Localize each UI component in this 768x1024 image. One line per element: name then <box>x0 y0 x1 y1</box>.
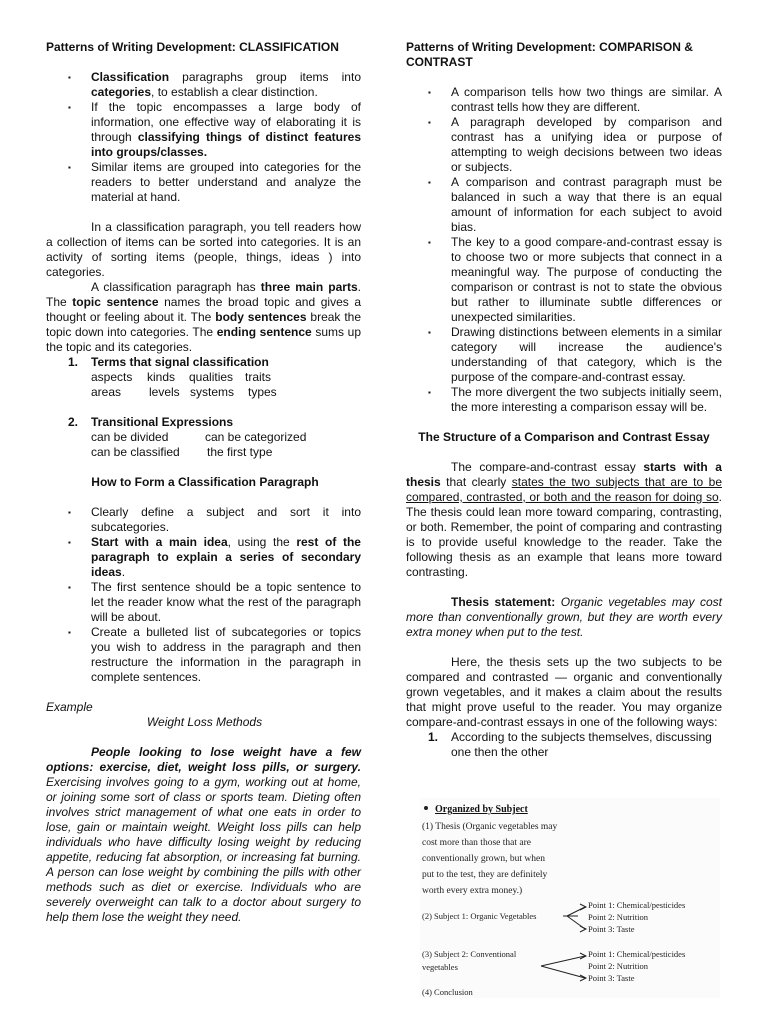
terms-row-1: aspects kinds qualities traits <box>91 370 272 384</box>
square-bullet-icon: ▪ <box>428 178 431 187</box>
square-bullet-icon: ▪ <box>68 583 71 592</box>
classification-terms-list <box>46 355 361 460</box>
list-item: ▪ Create a bulleted list of subcategories or topics you wish to address in the paragraph and then restructure the information in the paragraph in complete sentences. <box>68 625 361 684</box>
square-bullet-icon: ▪ <box>428 328 431 337</box>
square-bullet-icon: ▪ <box>68 73 71 82</box>
list-item: ▪ The key to a good compare-and-contrast essay is to choose two or more subjects that connect in a meaningful way. The purpose of conducting the comparison or contrast is not to state the obvious but rather to illuminate subtle differences or unexpected similarities. <box>428 235 722 324</box>
list-item: ▪ Drawing distinctions between elements in a similar category will increase the audience's understanding of that category, which is the purpose of the compare-and-contrast essay. <box>428 325 722 384</box>
list-item: ▪ Similar items are grouped into categories for the readers to better understand and analyze the material at hand. <box>68 160 361 204</box>
list-item: ▪ A comparison and contrast paragraph must be balanced in such a way that there is an equal amount of information for each subject to avoid bias. <box>428 175 722 234</box>
square-bullet-icon: ▪ <box>428 388 431 397</box>
figure-point: Point 3: Taste <box>588 973 635 983</box>
square-bullet-icon: ▪ <box>68 163 71 172</box>
list-item: 1. Terms that signal classification aspects kinds qualities traits areas levels systems types <box>46 355 361 400</box>
figure-point: Point 3: Taste <box>588 924 635 934</box>
transitions-row-1: can be divided can be categorized <box>91 430 307 444</box>
square-bullet-icon: ▪ <box>428 118 431 127</box>
figure-thesis-line: worth every extra money.) <box>422 886 523 896</box>
list-item: ▪ Classification paragraphs group items into categories, to establish a clear distinction. <box>68 70 361 99</box>
example-label: Example <box>46 700 93 714</box>
figure-point: Point 2: Nutrition <box>588 961 648 971</box>
classification-bullets <box>46 70 361 205</box>
list-item: 2. Transitional Expressions can be divided can be categorized can be classified the first type <box>46 415 361 460</box>
figure-bullet-icon <box>424 806 428 810</box>
square-bullet-icon: ▪ <box>68 538 71 547</box>
figure-title: Organized by Subject <box>435 804 528 815</box>
figure-thesis-line: put to the test, they are definitely <box>422 870 548 880</box>
square-bullet-icon: ▪ <box>68 508 71 517</box>
thesis-statement: Thesis statement: Organic vegetables may cost more than conventionally grown, but they are worth every extra money when put to the test. <box>406 595 723 639</box>
list-item: ▪ A comparison tells how two things are similar. A contrast tells how they are different. <box>428 85 722 114</box>
comparison-heading: Patterns of Writing Development: COMPARISON & CONTRAST <box>406 40 693 69</box>
list-item: 1. According to the subjects themselves, discussing one then the other <box>428 730 712 759</box>
organization-list <box>406 730 722 760</box>
right-column <box>406 40 723 997</box>
list-item: ▪ A paragraph developed by comparison and contrast has a unifying idea or purpose of attempting to weigh decisions between two ideas or subjects. <box>428 115 722 174</box>
list-item: ▪ If the topic encompasses a large body of information, one effective way of elaborating it is through classifying things of distinct features into groups/classes. <box>68 100 361 159</box>
square-bullet-icon: ▪ <box>428 238 431 247</box>
list-item: ▪ The more divergent the two subjects initially seem, the more interesting a comparison essay will be. <box>428 385 722 414</box>
explanation-paragraph: Here, the thesis sets up the two subjects to be compared and contrasted — organic and conventionally grown vegetables, and it makes a claim about the results that might prove useful to the reader. You may organize compare-and-contrast essays in one of the following ways: <box>406 655 722 729</box>
figure-thesis-line: conventionally grown, but when <box>422 854 545 864</box>
square-bullet-icon: ▪ <box>428 88 431 97</box>
classification-paragraph-2: A classification paragraph has three main parts. The topic sentence names the broad topic and gives a thought or feeling about it. The body sentences break the topic down into categories. The ending sentence sums up the topic and its categories. <box>46 280 362 354</box>
figure-conclusion: (4) Conclusion <box>422 987 473 997</box>
example-paragraph: People looking to lose weight have a few options: exercise, diet, weight loss pills, or surgery. Exercising involves going to a gym, working out at home, or joining some sort of class or sports team. Dieting often involves strict management of what one eats in order to lose, gain or maintain weight. Weight loss pills can help individuals who have difficulty losing weight by reducing appetite, reducing fat absorption, or increasing fat burning. A person can lose weight by combining the pills with other methods such as diet or exercise. Individuals who are severely overweight can talk to a doctor about surgery to help them lose the weight they need. <box>46 745 361 924</box>
figure-thesis-line: cost more than those that are <box>422 838 531 848</box>
figure-subject-1: (2) Subject 1: Organic Vegetables <box>422 911 537 921</box>
comparison-bullets <box>406 85 722 415</box>
list-item: ▪ The first sentence should be a topic sentence to let the reader know what the rest of the paragraph will be about. <box>68 580 361 624</box>
structure-paragraph: The compare-and-contrast essay starts with a thesis that clearly states the two subjects that are to be compared, contrasted, or both and the reason for doing so. The thesis could lean more toward comparing, contrasting, or both. Remember, the point of comparing and contrasting is to provide useful knowledge to the reader. Take the following thesis as an example that leans more toward contrasting. <box>406 460 722 579</box>
how-to-bullets <box>46 505 361 685</box>
figure-point: Point 2: Nutrition <box>588 912 648 922</box>
structure-heading: The Structure of a Comparison and Contrast Essay <box>418 430 710 444</box>
classification-paragraph-1: In a classification paragraph, you tell readers how a collection of items can be sorted into categories. It is an activity of sorting items (people, things, ideas ) into categories. <box>46 220 361 279</box>
square-bullet-icon: ▪ <box>68 628 71 637</box>
figure-thesis-line: (1) Thesis (Organic vegetables may <box>422 822 558 832</box>
terms-row-2: areas levels systems types <box>91 385 277 399</box>
figure-subject-2: (3) Subject 2: Conventional <box>422 949 517 959</box>
list-item: ▪ Clearly define a subject and sort it into subcategories. <box>68 505 361 534</box>
figure-point: Point 1: Chemical/pesticides <box>588 949 686 959</box>
how-to-heading: How to Form a Classification Paragraph <box>91 475 319 489</box>
organized-by-subject-figure <box>420 798 720 998</box>
figure-subject-2: vegetables <box>422 962 458 972</box>
transitions-row-2: can be classified the first type <box>91 445 273 459</box>
left-column <box>46 40 361 925</box>
example-title: Weight Loss Methods <box>146 715 263 729</box>
square-bullet-icon: ▪ <box>68 103 71 112</box>
figure-point: Point 1: Chemical/pesticides <box>588 900 686 910</box>
classification-heading: Patterns of Writing Development: CLASSIFICATION <box>46 40 339 54</box>
list-item: ▪ Start with a main idea, using the rest of the paragraph to explain a series of secondary ideas. <box>68 535 361 579</box>
